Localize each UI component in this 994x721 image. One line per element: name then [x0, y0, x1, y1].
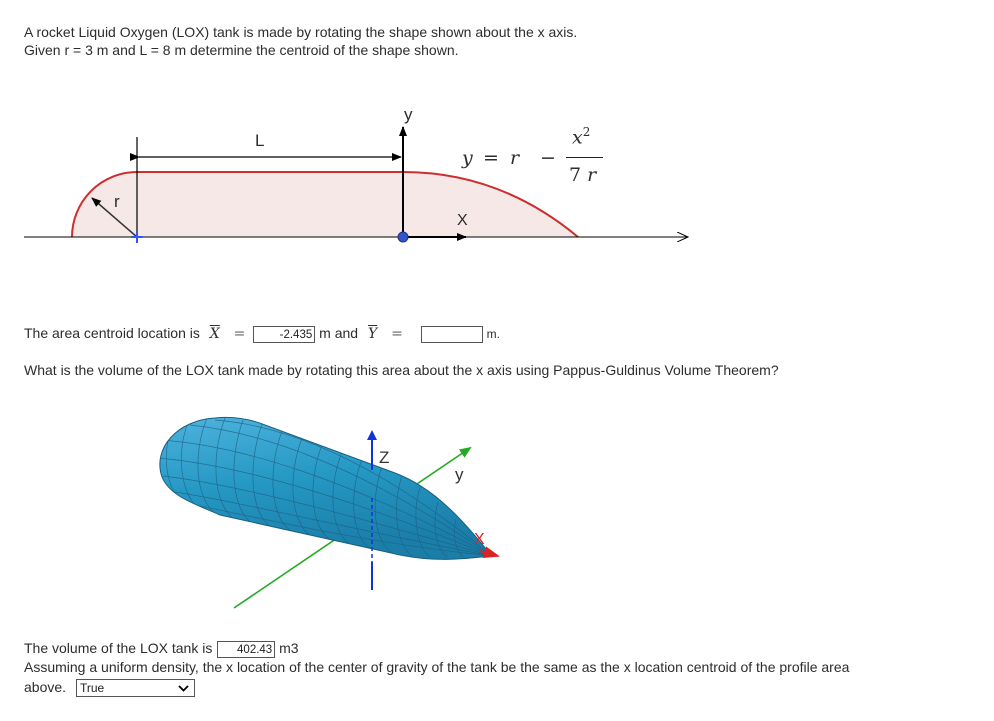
- tank-label-x: X: [474, 531, 485, 548]
- eq-lhs: y: [462, 147, 473, 169]
- eq-numerator: $x^2$: [572, 125, 591, 149]
- volume-question: What is the volume of the LOX tank made by rotating this area about the x axis using Pappus-Guldinus Volume Theorem?: [24, 362, 779, 378]
- eq-equals: =: [483, 147, 499, 169]
- ybar-symbol: $\overline{Y}$: [367, 326, 378, 342]
- profile-equation: [462, 147, 473, 170]
- profile-area: [72, 172, 578, 237]
- eq-minus: −: [540, 147, 556, 169]
- profile-figure: [0, 95, 994, 265]
- problem-line-1: A rocket Liquid Oxygen (LOX) tank is made by rotating the shape shown about the x axis.: [24, 24, 578, 40]
- xbar-input[interactable]: -2.435: [253, 326, 315, 343]
- assumption-row: [24, 677, 195, 697]
- label-r: r: [114, 192, 120, 211]
- label-x-axis: X: [457, 212, 468, 229]
- ybar-equals: =: [391, 326, 403, 342]
- xbar-equals: =: [233, 326, 246, 342]
- volume-unit: m3: [279, 640, 299, 656]
- assumption-line-2: above.: [24, 679, 67, 695]
- tank-label-z: Z: [379, 448, 390, 467]
- tank-3d-figure: [140, 415, 510, 615]
- ybar-input[interactable]: [421, 326, 483, 343]
- tank-body: [160, 417, 492, 559]
- eq-fraction-bar: [566, 157, 603, 158]
- select-value: True: [79, 681, 105, 696]
- centroid-row: [24, 323, 500, 344]
- centroid-mid: m and: [319, 325, 359, 341]
- volume-row: [24, 639, 299, 658]
- centroid-prefix: The area centroid location is: [24, 325, 200, 341]
- assumption-line-1: Assuming a uniform density, the x location of the center of gravity of the tank be the same as the x location centroid of the profile area: [24, 659, 850, 675]
- true-false-select[interactable]: [76, 679, 195, 697]
- xbar-symbol: $\overline{X}$: [209, 326, 220, 342]
- problem-line-2: Given r = 3 m and L = 8 m determine the centroid of the shape shown.: [24, 42, 459, 58]
- volume-prefix: The volume of the LOX tank is: [24, 640, 213, 656]
- centroid-suffix: m.: [486, 327, 500, 341]
- tank-label-y: y: [455, 465, 464, 484]
- label-L: L: [255, 131, 265, 150]
- eq-denominator: 7 r: [569, 164, 597, 186]
- volume-input[interactable]: 402.43: [217, 641, 275, 658]
- label-y-axis: y: [404, 105, 413, 124]
- origin-point: [398, 232, 408, 242]
- eq-r: r: [510, 147, 520, 169]
- chevron-down-icon: [178, 685, 189, 692]
